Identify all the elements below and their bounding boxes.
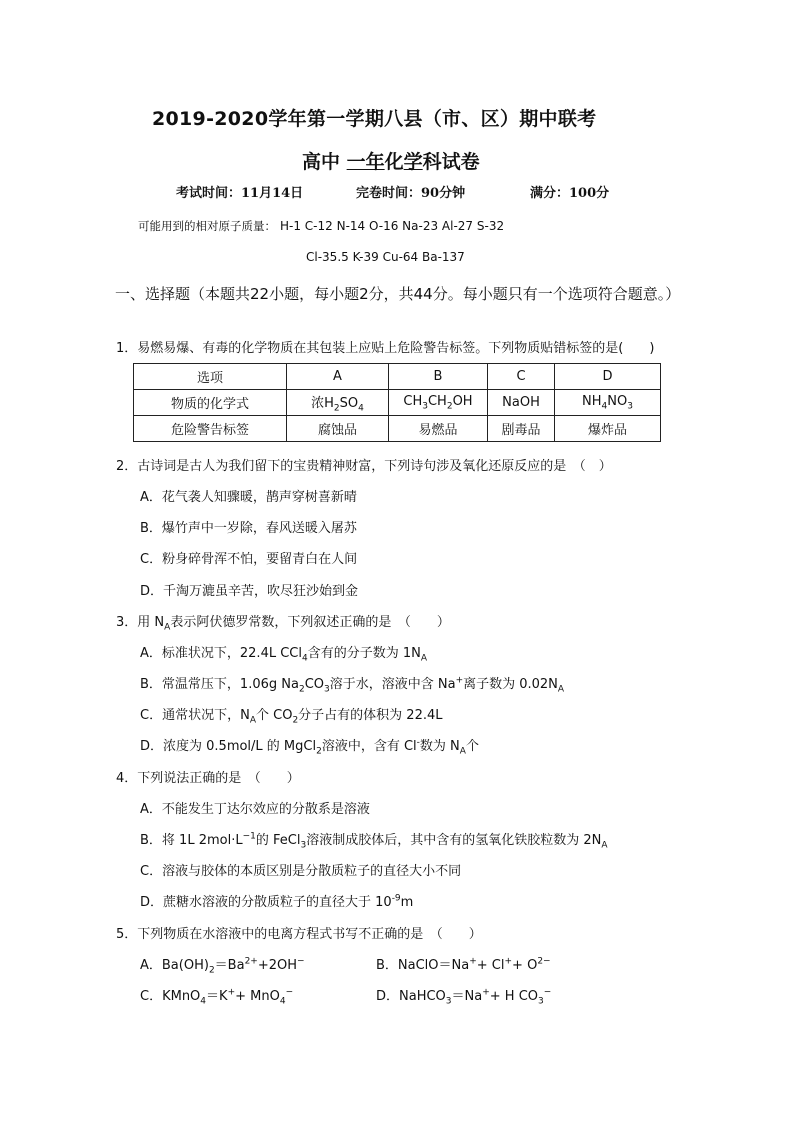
table-cell: 剧毒品 <box>488 416 555 442</box>
table-cell: $NH_4NO_3$ <box>555 390 661 416</box>
section-heading: 一、选择题（本题共22小题，每小题2分，共44分。每小题只有一个选项符合题意。） <box>115 285 681 303</box>
exam-time: 考试时间：11月14日 <box>176 186 304 201</box>
finish-time: 完卷时间：90分钟 <box>356 186 466 201</box>
table-cell: 浓$H_2SO_4$ <box>287 390 389 416</box>
table-cell: C <box>488 364 555 390</box>
question-5-option-d: D．NaHCO$_3$＝Na++ H $CO_3^-$ <box>376 987 552 1007</box>
question-4-option-d: D．蔗糖水溶液的分散质粒子的直径大于 $10^{-9}m$ <box>140 893 414 910</box>
atomic-masses-line1 <box>138 218 504 234</box>
question-5-option-c: C．KMnO$_4$＝K++ MnO$_4$− <box>140 987 294 1007</box>
question-4-option-b: B．将 1L $2mol\cdot L^{-1}$的 FeCl$_3$溶液制成胶体后，其中含有的氢氧化铁胶粒数为 $2N_A$ <box>140 831 608 851</box>
table-cell: 选项 <box>134 364 287 390</box>
table-cell: A <box>287 364 389 390</box>
table-cell: 物质的化学式 <box>134 390 287 416</box>
table-row <box>134 416 661 442</box>
question-5-option-b: B．NaClO＝Na++ $Cl^++ O^{2-}$ <box>376 956 551 973</box>
question-1-stem: 1．易燃易爆、有毒的化学物质在其包装上应贴上危险警告标签。下列物质贴错标签的是( ) <box>116 341 655 356</box>
table-cell: NaOH <box>488 390 555 416</box>
question-3-option-b: B．常温常压下，1.06g $Na_2CO_3$溶于水，溶液中含 Na+离子数为 $0.02N_A$ <box>140 675 565 695</box>
masses-values-1: H-1 C-12 N-14 O-16 Na-23 Al-27 S-32 <box>280 219 505 233</box>
subtitle-mid: 化 <box>384 151 404 173</box>
question-5-option-a: A．$Ba(OH)_2=Ba^{2+}+2OH^-$ <box>140 956 305 976</box>
question-3-option-c: C．通常状况下，$N_A$个 $CO_2$分子占有的体积为 22.4L <box>140 708 443 726</box>
masses-label: 可能用到的相对原子质量： <box>138 219 276 233</box>
question-4-option-c: C．溶液与胶体的本质区别是分散质粒子的直径大小不同 <box>140 864 462 879</box>
question-2-stem: 2．古诗词是古人为我们留下的宝贵精神财富，下列诗句涉及氧化还原反应的是 （ ） <box>116 459 612 474</box>
question-3-option-d: D．浓度为 0.5mol/L 的 MgCl$_2$溶液中，含有 Cl-数为 $N_A$个 <box>140 737 479 757</box>
question-1-table <box>133 363 661 442</box>
table-row <box>134 390 661 416</box>
question-2-option-b: B．爆竹声中一岁除，春风送暖入屠苏 <box>140 521 357 536</box>
question-4-option-a: A．不能发生丁达尔效应的分散系是溶液 <box>140 802 370 817</box>
atomic-masses-line2 <box>302 250 465 264</box>
subtitle-post: 科试卷 <box>422 151 480 173</box>
question-3-stem: 3．用 $N_A$表示阿伏德罗常数，下列叙述正确的是 （ ） <box>116 615 450 633</box>
full-score: 满分：100分 <box>530 186 610 201</box>
masses-values-2: Cl-35.5 K-39 Cu-64 Ba-137 <box>306 250 465 264</box>
question-4-stem: 4．下列说法正确的是 （ ） <box>116 771 300 786</box>
subtitle-pre: 高中 <box>302 151 347 173</box>
question-2-option-c: C．粉身碎骨浑不怕，要留青白在人间 <box>140 552 358 567</box>
table-cell: 腐蚀品 <box>287 416 389 442</box>
question-2-option-d: D．千淘万漉虽辛苦，吹尽狂沙始到金 <box>140 584 359 599</box>
subtitle-subject: 学 <box>403 151 423 173</box>
table-header-row <box>134 364 661 390</box>
table-cell: 危险警告标签 <box>134 416 287 442</box>
page-title: 2019-2020学年第一学期八县（市、区）期中联考 <box>152 108 597 130</box>
subtitle-grade: 一年 <box>346 151 385 173</box>
table-cell: $CH_3CH_2OH$ <box>389 390 488 416</box>
page-subtitle <box>302 147 480 174</box>
table-cell: D <box>555 364 661 390</box>
table-cell: B <box>389 364 488 390</box>
question-2-option-a: A．花气袭人知骤暖，鹊声穿树喜新晴 <box>140 490 357 505</box>
table-cell: 易燃品 <box>389 416 488 442</box>
table-cell: 爆炸品 <box>555 416 661 442</box>
question-5-stem: 5．下列物质在水溶液中的电离方程式书写不正确的是 （ ） <box>116 927 482 942</box>
question-3-option-a: A．标准状况下，22.4L CCl$_4$含有的分子数为 $1N_A$ <box>140 646 428 664</box>
